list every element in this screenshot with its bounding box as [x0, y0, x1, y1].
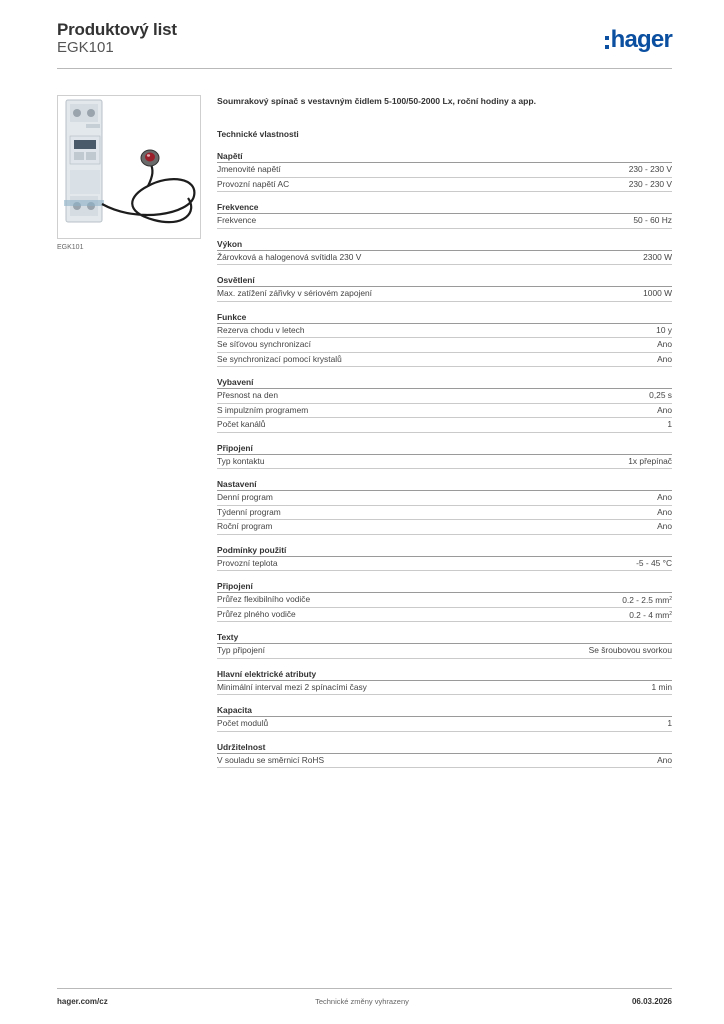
spec-value	[649, 389, 672, 403]
spec-label: Počet kanálů	[217, 419, 266, 429]
section-title: Texty	[217, 632, 672, 644]
spec-row	[217, 754, 672, 769]
hager-logo	[605, 28, 672, 52]
spec-label: Typ připojení	[217, 645, 265, 655]
spec-label: Přesnost na den	[217, 390, 278, 400]
spec-row	[217, 324, 672, 339]
spec-value	[657, 338, 672, 352]
spec-value-text: 1	[667, 419, 672, 429]
spec-row	[217, 404, 672, 419]
spec-section	[217, 202, 672, 229]
section-title: Osvětlení	[217, 275, 672, 287]
spec-label: Jmenovité napětí	[217, 164, 281, 174]
spec-label: Průřez plného vodiče	[217, 608, 296, 619]
spec-row	[217, 520, 672, 535]
section-title: Nastavení	[217, 479, 672, 491]
spec-value-text: 50 - 60 Hz	[633, 215, 672, 225]
spec-value	[636, 557, 672, 571]
spec-row	[217, 593, 672, 608]
spec-value-text: 0.2 - 4 mm	[629, 609, 670, 620]
spec-value	[657, 491, 672, 505]
spec-label: Provozní napětí AC	[217, 178, 290, 189]
spec-section	[217, 239, 672, 266]
technical-properties-heading: Technické vlastnosti	[217, 129, 299, 139]
image-caption: EGK101	[57, 244, 84, 251]
spec-section	[217, 632, 672, 659]
section-title: Kapacita	[217, 705, 672, 717]
spec-label: Typ kontaktu	[217, 455, 265, 466]
spec-label: V souladu se směrnicí RoHS	[217, 754, 325, 765]
section-title: Připojení	[217, 443, 672, 455]
product-description: Soumrakový spínač s vestavným čidlem 5-100/50-2000 Lx, roční hodiny a app.	[217, 96, 537, 106]
spec-label: S impulzním programem	[217, 404, 309, 415]
spec-row	[217, 214, 672, 229]
page-title: Produktový list	[57, 20, 177, 39]
spec-value-text: 230 - 230 V	[628, 164, 672, 174]
spec-value-text: 1x přepínač	[628, 455, 672, 466]
spec-value-text: Ano	[657, 754, 672, 765]
spec-value-text: Ano	[657, 492, 672, 502]
spec-value	[629, 163, 672, 177]
section-title: Vybavení	[217, 377, 672, 389]
footer-website: hager.com/cz	[57, 997, 108, 1006]
spec-value-text: 230 - 230 V	[628, 178, 672, 189]
spec-sections	[217, 151, 672, 768]
spec-section	[217, 312, 672, 368]
section-title: Hlavní elektrické atributy	[217, 669, 672, 681]
spec-value	[643, 287, 672, 301]
section-title: Udržitelnost	[217, 742, 672, 754]
spec-section	[217, 545, 672, 572]
spec-value-text: 10 y	[656, 324, 672, 335]
section-title: Frekvence	[217, 202, 672, 214]
spec-row	[217, 287, 672, 302]
spec-value-text: Ano	[657, 353, 672, 364]
spec-row	[217, 163, 672, 178]
spec-label: Se synchronizací pomocí krystalů	[217, 353, 342, 364]
spec-value-text: -5 - 45 °C	[636, 557, 672, 568]
section-title: Napětí	[217, 151, 672, 163]
spec-section	[217, 742, 672, 769]
spec-label: Rezerva chodu v letech	[217, 324, 305, 335]
logo-colon-icon	[605, 36, 609, 49]
spec-value-text: 0,25 s	[649, 390, 672, 400]
spec-value	[628, 455, 672, 469]
spec-section	[217, 705, 672, 732]
logo-text: hager	[610, 26, 672, 53]
spec-value	[657, 404, 672, 418]
spec-value-superscript: 2	[669, 596, 672, 602]
spec-value-superscript: 2	[669, 610, 672, 617]
spec-label: Provozní teplota	[217, 557, 278, 568]
spec-value-text: Ano	[657, 404, 672, 415]
spec-value	[667, 717, 672, 731]
spec-value	[657, 353, 672, 367]
spec-row	[217, 178, 672, 193]
spec-value-text: Ano	[657, 506, 672, 517]
footer-divider	[57, 988, 672, 989]
spec-row	[217, 353, 672, 368]
spec-row	[217, 389, 672, 404]
spec-value	[643, 251, 672, 265]
spec-section	[217, 275, 672, 302]
spec-row	[217, 644, 672, 659]
spec-value	[657, 506, 672, 520]
spec-value-text: 0.2 - 2.5 mm	[622, 595, 670, 605]
spec-value	[667, 418, 672, 432]
section-title: Připojení	[217, 581, 672, 593]
spec-label: Průřez flexibilního vodiče	[217, 594, 311, 604]
spec-row	[217, 557, 672, 572]
spec-row	[217, 506, 672, 521]
spec-section	[217, 581, 672, 622]
spec-row	[217, 338, 672, 353]
spec-row	[217, 251, 672, 266]
spec-label: Max. zatížení zářivky v sériovém zapojení	[217, 288, 372, 298]
spec-value	[656, 324, 672, 338]
spec-row	[217, 608, 672, 623]
footer-date: 06.03.2026	[631, 997, 672, 1006]
spec-value	[629, 608, 672, 622]
spec-label: Minimální interval mezi 2 spínacími časy	[217, 681, 367, 692]
spec-label: Roční program	[217, 521, 273, 531]
spec-label: Týdenní program	[217, 506, 281, 517]
spec-value-text: Ano	[657, 521, 672, 531]
spec-value	[652, 681, 672, 695]
spec-row	[217, 681, 672, 696]
spec-label: Frekvence	[217, 215, 257, 225]
spec-section	[217, 443, 672, 470]
spec-section	[217, 151, 672, 192]
spec-value	[589, 644, 672, 658]
section-title: Funkce	[217, 312, 672, 324]
spec-label: Žárovková a halogenová svítidla 230 V	[217, 251, 362, 262]
spec-section	[217, 479, 672, 535]
spec-value-text: Se šroubovou svorkou	[588, 645, 672, 655]
spec-value	[629, 178, 672, 192]
spec-value-text: Ano	[657, 339, 672, 349]
spec-value-text: 1000 W	[643, 288, 672, 298]
footer-notice: Technické změny vyhrazeny	[315, 997, 409, 1006]
spec-label: Se síťovou synchronizací	[217, 339, 311, 349]
spec-value	[657, 520, 672, 534]
section-title: Podmínky použití	[217, 545, 672, 557]
product-image	[57, 95, 201, 239]
spec-value-text: 1	[667, 718, 672, 728]
spec-value	[633, 214, 672, 228]
spec-row	[217, 491, 672, 506]
header-divider	[57, 68, 672, 69]
spec-value-text: 2300 W	[643, 251, 672, 262]
spec-section	[217, 669, 672, 696]
spec-content	[217, 96, 672, 768]
product-photo-icon	[58, 96, 201, 239]
spec-row	[217, 455, 672, 470]
spec-row	[217, 717, 672, 732]
spec-value	[657, 754, 672, 768]
spec-value	[622, 593, 672, 607]
section-title: Výkon	[217, 239, 672, 251]
spec-row	[217, 418, 672, 433]
spec-label: Denní program	[217, 492, 273, 502]
product-code: EGK101	[57, 39, 114, 56]
spec-section	[217, 377, 672, 433]
spec-label: Počet modulů	[217, 718, 269, 728]
spec-value-text: 1 min	[651, 681, 672, 692]
